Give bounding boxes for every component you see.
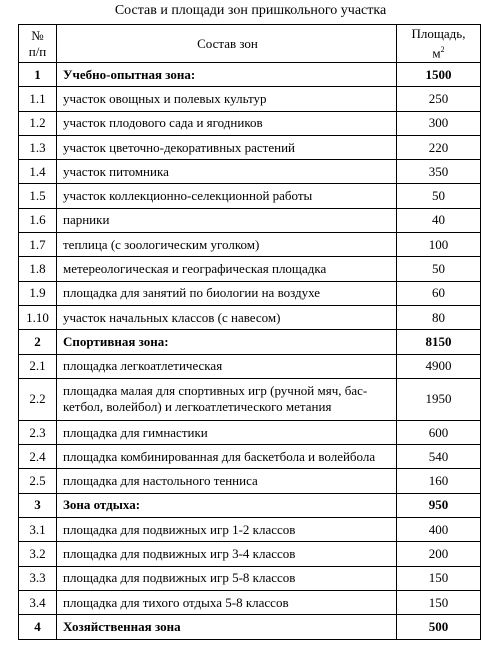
row-area: 300: [397, 111, 481, 135]
row-number: 1.9: [19, 281, 57, 305]
table-row: [19, 354, 481, 378]
row-area: 400: [397, 518, 481, 542]
table-row: [19, 542, 481, 566]
table-row: [19, 111, 481, 135]
row-number: 2.4: [19, 445, 57, 469]
table-row: [19, 445, 481, 469]
header-area-line1: Площадь,: [411, 25, 466, 41]
table-row: [19, 378, 481, 420]
table-row: [19, 420, 481, 444]
header-number-line2: п/п: [28, 43, 47, 59]
row-name: площадка для настольного тенниса: [57, 469, 397, 493]
table-row: [19, 87, 481, 111]
row-number: 1.1: [19, 87, 57, 111]
header-zone-name: Состав зон: [57, 25, 397, 63]
table-row: [19, 590, 481, 614]
row-name: [57, 378, 397, 420]
row-name: площадка для подвижных игр 3-4 классов: [57, 542, 397, 566]
row-name: участок коллекционно-селекционной работы: [57, 184, 397, 208]
row-area: 50: [397, 184, 481, 208]
row-number: 1.2: [19, 111, 57, 135]
row-number: 2: [19, 330, 57, 354]
row-name: участок плодового сада и ягодников: [57, 111, 397, 135]
row-area: 540: [397, 445, 481, 469]
row-area: 150: [397, 566, 481, 590]
row-number: 2.5: [19, 469, 57, 493]
row-area: 40: [397, 208, 481, 232]
row-name: Зона отдыха:: [57, 493, 397, 517]
row-number: 1.7: [19, 233, 57, 257]
row-name: теплица (с зоологическим уголком): [57, 233, 397, 257]
table-row: [19, 233, 481, 257]
row-area: 1500: [397, 63, 481, 87]
row-number: 2.3: [19, 420, 57, 444]
row-name: площадка комбинированная для баскетбола и волейбола: [57, 445, 397, 469]
row-number: 2.1: [19, 354, 57, 378]
row-area: 1950: [397, 378, 481, 420]
row-area: 250: [397, 87, 481, 111]
row-number: 1.8: [19, 257, 57, 281]
row-number: 3.2: [19, 542, 57, 566]
row-name: Спортивная зона:: [57, 330, 397, 354]
row-area: 150: [397, 590, 481, 614]
row-number: 1: [19, 63, 57, 87]
row-number: 1.10: [19, 305, 57, 329]
row-number: 1.5: [19, 184, 57, 208]
row-number: 4: [19, 615, 57, 639]
row-area: 100: [397, 233, 481, 257]
row-area: 220: [397, 135, 481, 159]
table-row: [19, 160, 481, 184]
row-number: 1.3: [19, 135, 57, 159]
table-row: [19, 257, 481, 281]
header-area-unit: м: [432, 45, 441, 61]
table-row: [19, 566, 481, 590]
row-name: площадка для тихого отдыха 5-8 классов: [57, 590, 397, 614]
row-name: площадка для занятий по биологии на воздухе: [57, 281, 397, 305]
zones-table: [18, 24, 481, 640]
table-row: [19, 208, 481, 232]
table-row: [19, 305, 481, 329]
row-name: парники: [57, 208, 397, 232]
header-area-superscript: 2: [440, 44, 445, 54]
row-area: 60: [397, 281, 481, 305]
row-name: площадка для гимнастики: [57, 420, 397, 444]
row-number: 1.6: [19, 208, 57, 232]
row-number: 3: [19, 493, 57, 517]
row-area: 350: [397, 160, 481, 184]
table-row: [19, 469, 481, 493]
row-name: площадка для подвижных игр 1-2 классов: [57, 518, 397, 542]
row-area: 50: [397, 257, 481, 281]
row-area: 950: [397, 493, 481, 517]
row-area: 200: [397, 542, 481, 566]
row-name-line2: кетбол, волейбол) и легкоатлетического метания: [63, 399, 332, 415]
row-area: 8150: [397, 330, 481, 354]
row-name: Хозяйственная зона: [57, 615, 397, 639]
row-name: участок овощных и полевых культур: [57, 87, 397, 111]
table-row-zone: [19, 330, 481, 354]
header-number-line1: №: [31, 27, 44, 43]
row-name: метереологическая и географическая площадка: [57, 257, 397, 281]
row-number: 3.4: [19, 590, 57, 614]
row-name-line1: площадка малая для спортивных игр (ручной мяч, бас-: [63, 383, 368, 399]
table-row-zone: [19, 615, 481, 639]
table-row: [19, 184, 481, 208]
row-name: участок цветочно-декоративных растений: [57, 135, 397, 159]
row-number: 3.1: [19, 518, 57, 542]
row-area: 600: [397, 420, 481, 444]
table-row: [19, 518, 481, 542]
row-name: площадка легкоатлетическая: [57, 354, 397, 378]
row-name: участок питомника: [57, 160, 397, 184]
table-row-zone: [19, 493, 481, 517]
row-name: Учебно-опытная зона:: [57, 63, 397, 87]
row-name: площадка для подвижных игр 5-8 классов: [57, 566, 397, 590]
table-row: [19, 135, 481, 159]
table-title: Состав и площади зон пришкольного участка: [114, 3, 387, 18]
table-row: [19, 281, 481, 305]
row-number: 2.2: [19, 378, 57, 420]
row-area: 80: [397, 305, 481, 329]
header-area: [397, 25, 481, 63]
header-number: [19, 25, 57, 63]
row-area: 500: [397, 615, 481, 639]
row-area: 4900: [397, 354, 481, 378]
row-number: 1.4: [19, 160, 57, 184]
table-header-row: [19, 25, 481, 63]
row-area: 160: [397, 469, 481, 493]
row-name: участок начальных классов (с навесом): [57, 305, 397, 329]
row-number: 3.3: [19, 566, 57, 590]
table-row-zone: [19, 63, 481, 87]
